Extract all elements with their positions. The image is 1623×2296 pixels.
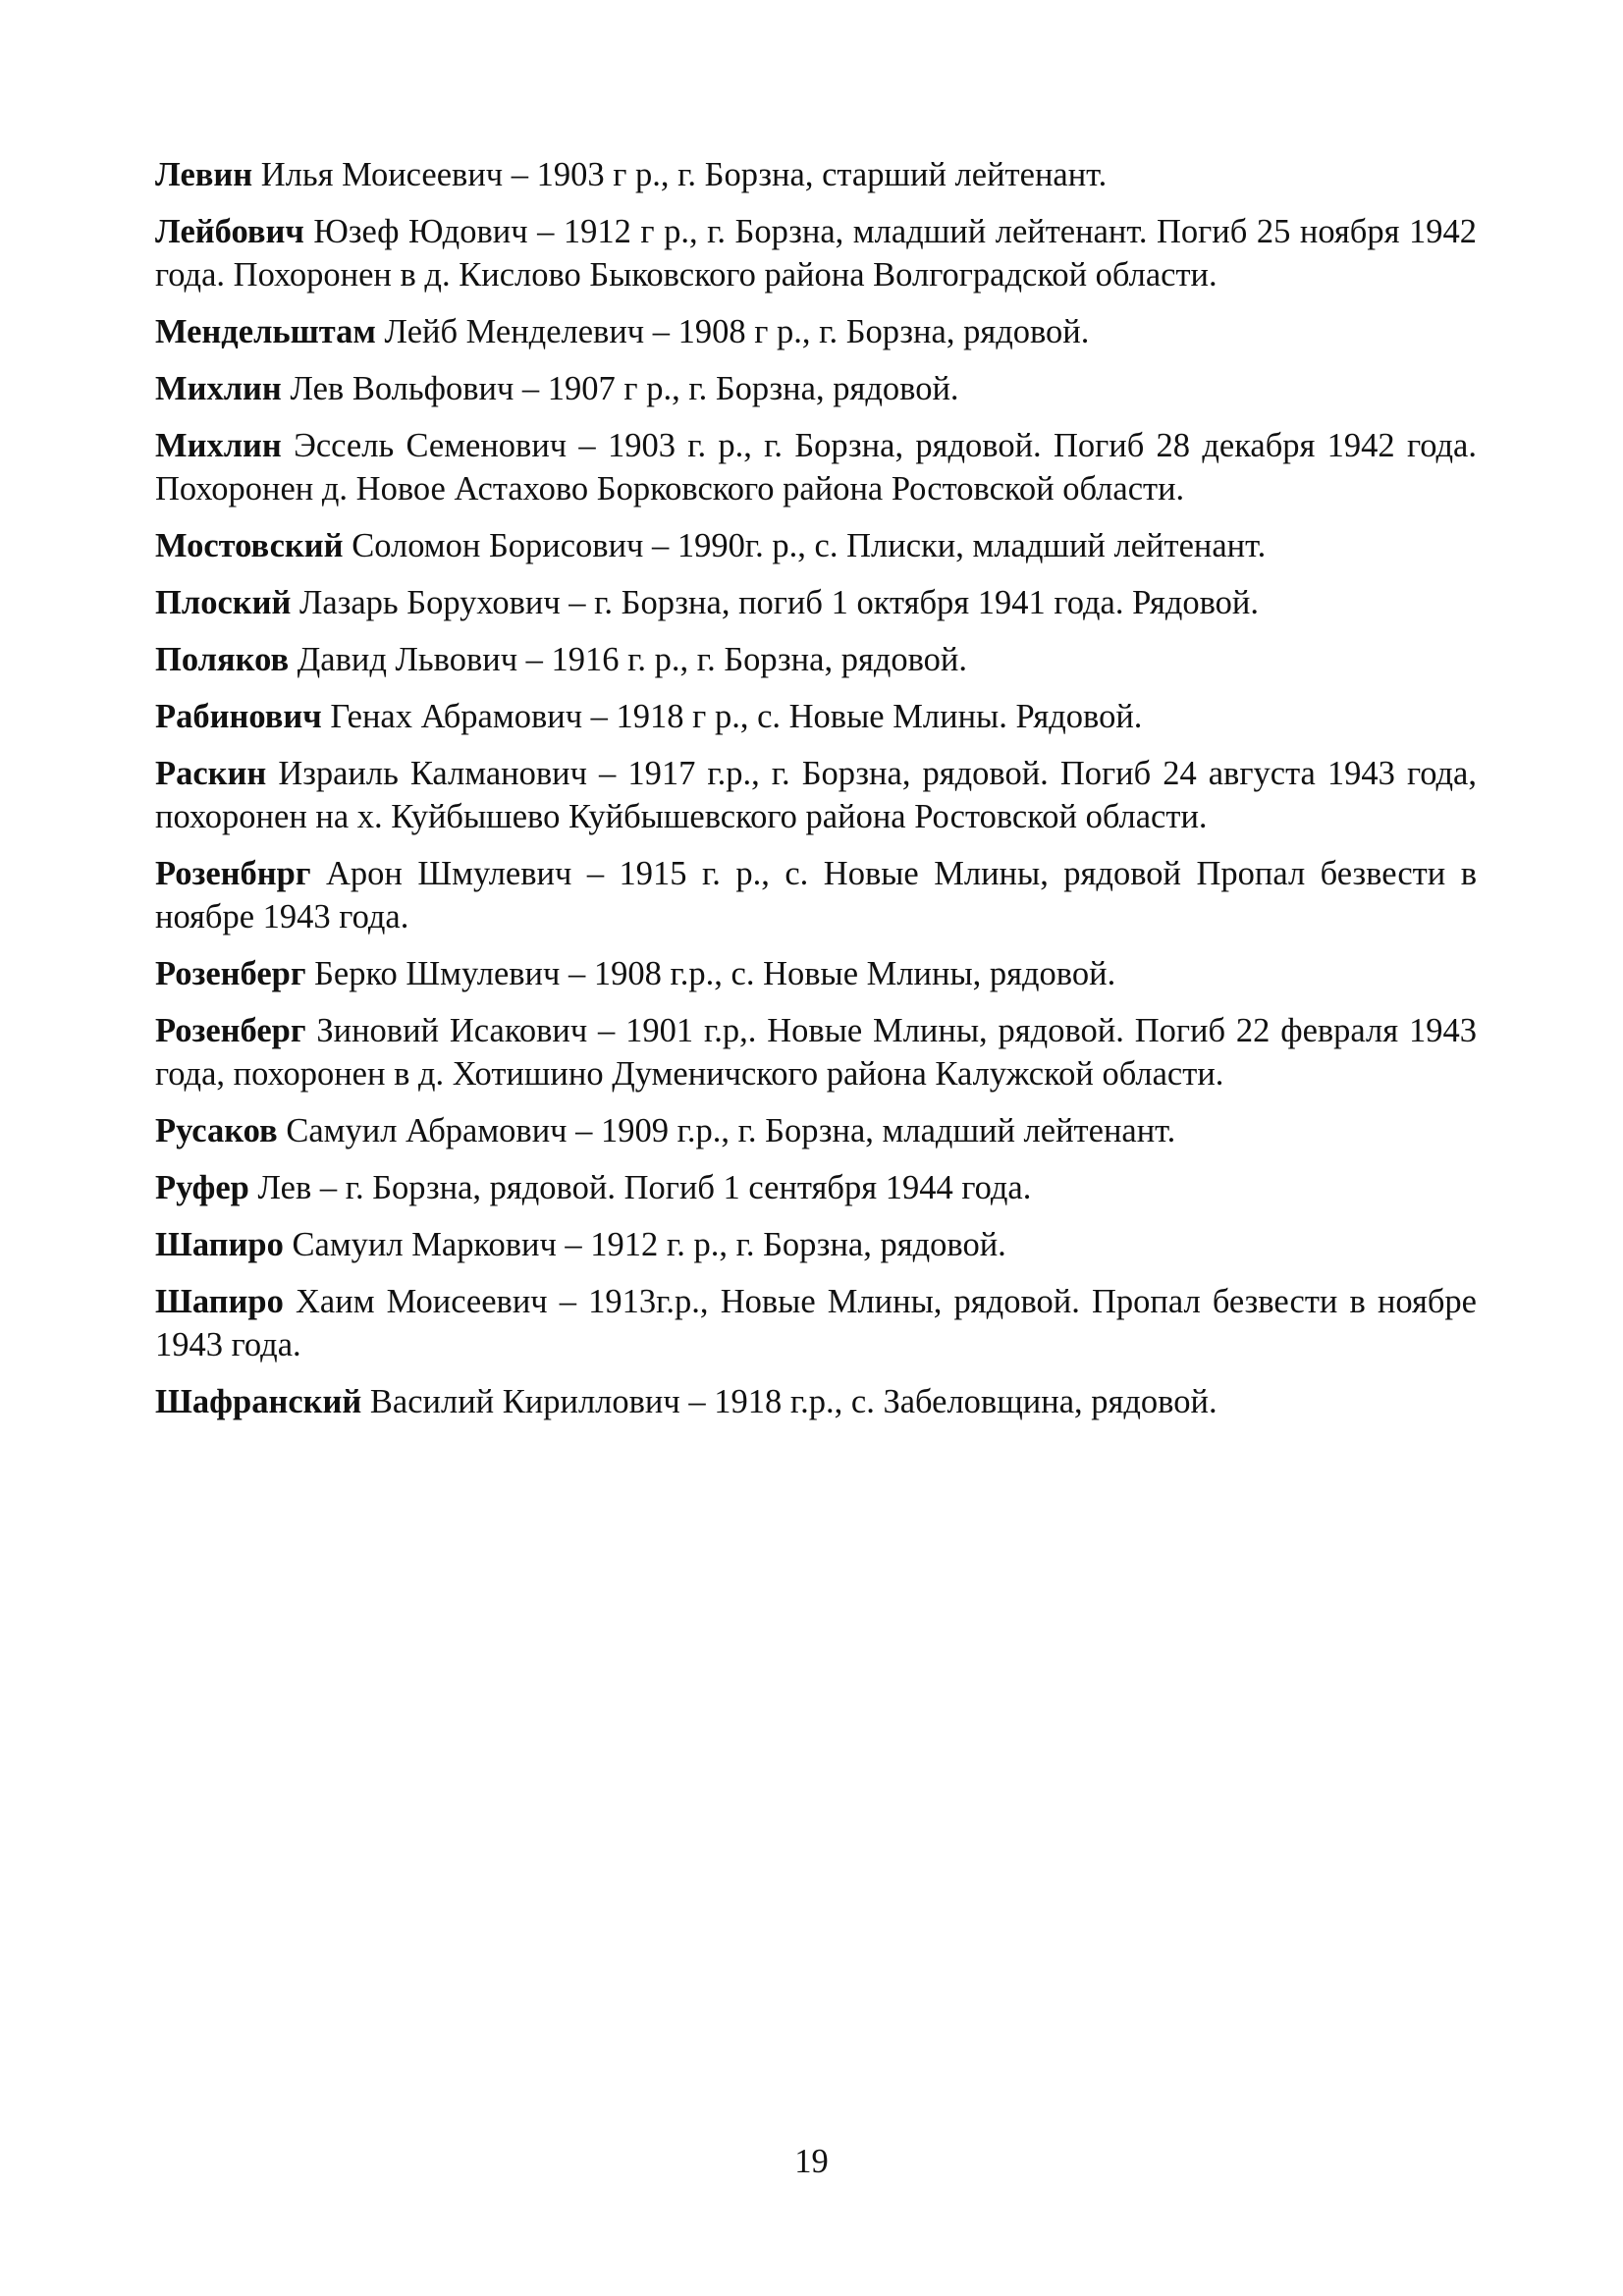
list-item: [155, 1380, 1477, 1423]
document-body: [155, 153, 1477, 1437]
list-item: [155, 210, 1477, 296]
list-item: [155, 695, 1477, 738]
entry-text: Илья Моисеевич – 1903 г р., г. Борзна, старший лейтенант.: [252, 156, 1108, 193]
entry-text: Генах Абрамович – 1918 г р., с. Новые Млины. Рядовой.: [321, 698, 1143, 735]
entry-text: Самуил Маркович – 1912 г. р., г. Борзна, рядовой.: [283, 1226, 1006, 1263]
page-number: 19: [794, 2143, 829, 2180]
entry-text: Лев Вольфович – 1907 г р., г. Борзна, рядовой.: [281, 370, 959, 407]
entry-text: Лазарь Борухович – г. Борзна, погиб 1 октября 1941 года. Рядовой.: [291, 584, 1260, 621]
list-item: [155, 752, 1477, 838]
entry-text: Зиновий Исакович – 1901 г.р,. Новые Млины, рядовой. Погиб 22 февраля 1943 года, похоронен в д. Хотишино Думеничского района Калужской области.: [155, 1012, 1477, 1093]
entry-surname: Михлин: [155, 370, 282, 407]
entry-text: Берко Шмулевич – 1908 г.р., с. Новые Млины, рядовой.: [305, 955, 1116, 992]
entry-text: Юзеф Юдович – 1912 г р., г. Борзна, младший лейтенант. Погиб 25 ноября 1942 года. Похоронен в д. Кислово Быковского района Волгоградской области.: [155, 213, 1477, 294]
entry-text: Василий Кириллович – 1918 г.р., с. Забеловщина, рядовой.: [361, 1383, 1217, 1420]
list-item: [155, 1166, 1477, 1209]
entry-surname: Поляков: [155, 641, 290, 678]
list-item: [155, 424, 1477, 510]
entry-surname: Лейбович: [155, 213, 304, 250]
entry-surname: Шапиро: [155, 1283, 284, 1320]
list-item: [155, 1109, 1477, 1152]
list-item: [155, 952, 1477, 995]
entry-text: Хаим Моисеевич – 1913г.р., Новые Млины, рядовой. Пропал безвести в ноябре 1943 года.: [155, 1283, 1477, 1363]
entry-text: Лев – г. Борзна, рядовой. Погиб 1 сентября 1944 года.: [248, 1169, 1032, 1206]
entry-text: Соломон Борисович – 1990г. р., с. Плиски, младший лейтенант.: [343, 527, 1267, 564]
entry-surname: Шафранский: [155, 1383, 362, 1420]
list-item: [155, 1223, 1477, 1266]
entry-text: Самуил Абрамович – 1909 г.р., г. Борзна, младший лейтенант.: [277, 1112, 1176, 1149]
list-item: [155, 581, 1477, 624]
entry-surname: Русаков: [155, 1112, 278, 1149]
list-item: [155, 310, 1477, 353]
list-item: [155, 852, 1477, 938]
entry-surname: Розенберг: [155, 1012, 306, 1049]
list-item: [155, 367, 1477, 410]
entry-surname: Раскин: [155, 755, 267, 792]
list-item: [155, 1009, 1477, 1095]
entry-surname: Левин: [155, 156, 253, 193]
entry-surname: Михлин: [155, 427, 282, 464]
entry-surname: Мендельштам: [155, 313, 376, 350]
entry-surname: Розенбнрг: [155, 855, 311, 892]
list-item: [155, 1280, 1477, 1366]
entry-surname: Шапиро: [155, 1226, 284, 1263]
entry-text: Израиль Калманович – 1917 г.р., г. Борзна, рядовой. Погиб 24 августа 1943 года, похоронен на х. Куйбышево Куйбышевского района Ростовской области.: [155, 755, 1477, 835]
entry-text: Эссель Семенович – 1903 г. р., г. Борзна, рядовой. Погиб 28 декабря 1942 года. Похоронен д. Новое Астахово Борковского района Ростовской области.: [155, 427, 1477, 507]
entry-text: Давид Львович – 1916 г. р., г. Борзна, рядовой.: [289, 641, 968, 678]
entry-surname: Плоский: [155, 584, 292, 621]
list-item: [155, 524, 1477, 567]
list-item: [155, 638, 1477, 681]
entry-text: Арон Шмулевич – 1915 г. р., с. Новые Млины, рядовой Пропал безвести в ноябре 1943 года.: [155, 855, 1477, 935]
entry-text: Лейб Менделевич – 1908 г р., г. Борзна, рядовой.: [375, 313, 1090, 350]
entry-surname: Мостовский: [155, 527, 344, 564]
entry-surname: Руфер: [155, 1169, 249, 1206]
list-item: [155, 153, 1477, 196]
entry-surname: Рабинович: [155, 698, 322, 735]
entry-surname: Розенберг: [155, 955, 306, 992]
